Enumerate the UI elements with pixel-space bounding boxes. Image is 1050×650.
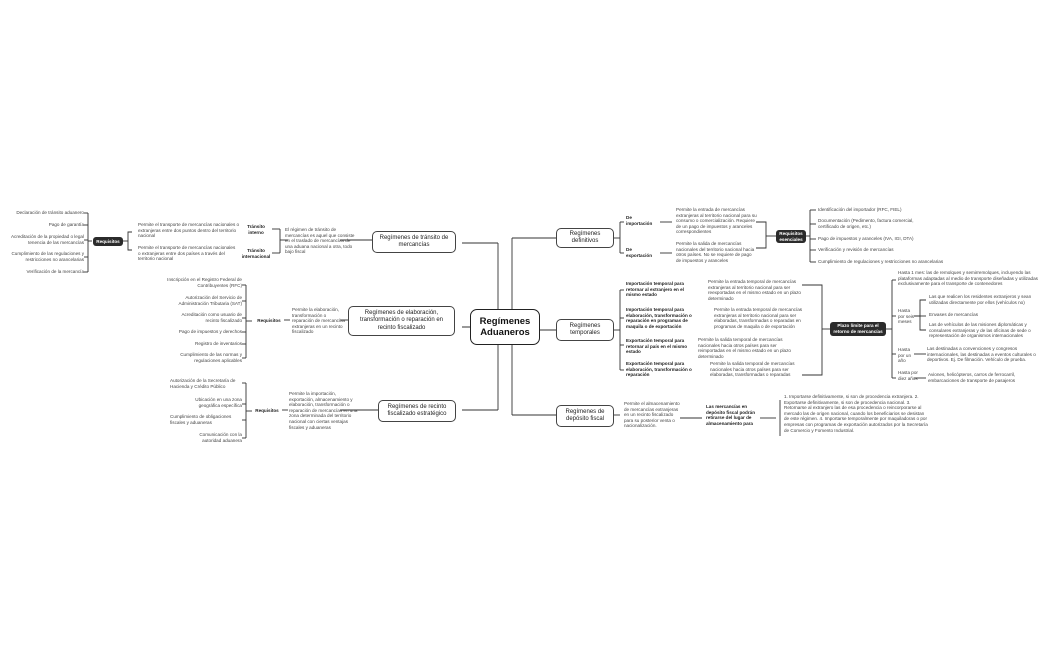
temporales-item-label: Exportación temporal para elaboración, transformación o reparación	[626, 361, 692, 378]
temporales-item-desc: Permite la salida temporal de mercancías nacionales hacia otros países para ser elaboradas, transformadas o reparadas	[710, 361, 795, 378]
temporales-item-label: Importación temporal para elaboración, transformación o reparación en programas de maquila o de exportación	[626, 307, 692, 329]
definitivos-requisito-item: Verificación y revisión de mercancías	[818, 247, 894, 252]
definitivos-requisito-item: Cumplimiento de regulaciones y restricciones no arancelarias	[818, 259, 944, 264]
definitivos-exportacion-label: De exportación	[626, 247, 653, 258]
plazo-hasta-6-meses-label: Hasta por seis meses	[898, 308, 915, 325]
node-regimenes-elaboracion[interactable]: Regímenes de elaboración, transformación o reparación en recinto fiscalizado	[348, 306, 455, 336]
plazo-6-meses-item: Las de vehículos de las misiones diplomáticas y consulares extranjeras y de las oficinas de sede o representación de organismos internacionales	[929, 322, 1031, 339]
transito-requisito-item: Declaración de tránsito aduanero	[16, 210, 84, 215]
transito-requisito-item: Pago de garantía	[48, 222, 84, 227]
definitivos-requisitos-badge[interactable]: Requisitos esenciales	[776, 230, 806, 243]
estrategico-requisito-item: Comunicación con la autoridad aduanera	[199, 432, 242, 443]
transito-requisito-item: Acreditación de la propiedad o legal tenencia de las mercancías	[10, 234, 84, 245]
elaboracion-requisito-item: Cumplimiento de las normas y regulaciones aplicables	[180, 352, 242, 363]
node-regimenes-temporales[interactable]: Regímenes temporales	[556, 319, 614, 341]
elaboracion-description: Permite la elaboración, transformación o reparación de mercancías extranjeras en un recinto fiscalizado	[292, 307, 346, 335]
temporales-item-label: Importación temporal para retornar al extranjero en el mismo estado	[626, 281, 684, 298]
transito-description: El régimen de tránsito de mercancías es aquel que consiste en el traslado de mercancías de una aduana nacional a otra, todo bajo fiscal	[285, 227, 355, 255]
elaboracion-requisito-item: Pago de impuestos y derechos	[178, 329, 242, 334]
plazo-hasta-10-anos-label: Hasta por diez años	[898, 370, 918, 381]
elaboracion-requisito-item: Acreditación como usuario de recinto fiscalizado	[181, 312, 242, 323]
deposito-retiro-label: Las mercancías en depósito fiscal podrán retirarse del lugar de almacenamiento para	[706, 404, 756, 426]
plazo-hasta-1-ano-label: Hasta por un año	[898, 347, 912, 364]
definitivos-importacion-desc: Permite la entrada de mercancías extranjeras al territorio nacional para su consumo o comercialización. Requiere de un pago de impuestos y aranceles correspondientes	[676, 207, 757, 235]
estrategico-description: Permite la importación, exportación, almacenamiento y elaboración, transformación o reparación de mercancías en una zona determinada del territorio nacional con ciertas ventajas fiscales y aduaneras	[289, 391, 358, 430]
definitivos-requisito-item: Identificación del importador (RFC, FIEL)	[818, 207, 902, 212]
deposito-description: Permite el almacenamiento de mercancías extranjeras en un recinto fiscalizado para su posterior venta o nacionalización.	[624, 401, 680, 429]
transito-interno-label: Tránsito interno	[247, 224, 265, 235]
transito-requisitos-badge[interactable]: Requisitos	[93, 237, 123, 246]
node-regimenes-definitivos[interactable]: Regímenes definitivos	[556, 228, 614, 248]
definitivos-exportacion-desc: Permite la salida de mercancías nacionales del territorio nacional hacia otros países. No se requiere de pago de impuestos y aranceles	[676, 241, 755, 263]
plazo-limite-badge[interactable]: Plazo límite para el retorno de mercancías	[830, 322, 886, 336]
elaboracion-requisito-item: Registro de inventarios	[195, 341, 242, 346]
elaboracion-requisitos-label: Requisitos	[257, 318, 281, 323]
plazo-6-meses-item: Las que realicen los residentes extranjeros y sean utilizadas directamente por ellos (vehículos no)	[929, 294, 1032, 305]
plazo-10-anos-desc: Aviones, helicópteros, carros de ferrocarril, embarcaciones de transporte de pasajeros	[928, 372, 1016, 383]
deposito-retiro-list: 1. Importarse definitivamente, si son de procedencia extranjera. 2. Exportarse definitivamente, si son de procedencia nacional. 3. Retornarse al extranjero las de esa procedencia o reincorporarse al mercado las de origen nacional, cuando los beneficiarios se desistan de este régimen. 4. Importarse temporalmente por maquiladoras o por empresas con programas de exportación autorizados por la Secretaría de Comercio y Fomento Industrial.	[784, 394, 928, 433]
transito-internacional-desc: Permite el transporte de mercancías nacionales o extranjeras entre dos países a través del territorio nacional	[138, 245, 236, 262]
elaboracion-requisito-item: Inscripción en el Registro Federal de Contribuyentes (RFC)	[167, 277, 242, 288]
node-regimenes-transito[interactable]: Regímenes de tránsito de mercancías	[372, 231, 456, 253]
transito-internacional-label: Tránsito internacional	[241, 248, 271, 259]
node-regimenes-deposito[interactable]: Regímenes de depósito fiscal	[556, 405, 614, 427]
node-regimenes-estrategico[interactable]: Regímenes de recinto fiscalizado estratégico	[378, 400, 456, 422]
plazo-1-ano-desc: Las destinadas a convenciones y congresos internacionales, las destinadas a eventos culturales o deportivos. Ej. De filmación. Vehículo de prueba.	[927, 346, 1036, 363]
temporales-item-desc: Permite la entrada temporal de mercancías extranjeras al territorio nacional para ser reexportadas en el mismo estado en un plazo determinado	[708, 279, 801, 301]
plazo-6-meses-item: Envases de mercancías	[929, 312, 979, 317]
definitivos-requisito-item: Documentación (Pedimento, factura comercial, certificado de origen, etc.)	[818, 218, 914, 229]
transito-requisito-item: Verificación de la mercancía	[26, 269, 84, 274]
temporales-item-label: Exportación temporal para retornar al país en el mismo estado	[626, 338, 688, 355]
definitivos-requisito-item: Pago de impuestos y aranceles (IVA, IGI, DTA)	[818, 236, 914, 241]
definitivos-importacion-label: De importación	[626, 215, 653, 226]
estrategico-requisitos-label: Requisitos	[255, 408, 279, 413]
estrategico-requisito-item: Ubicación en una zona geográfica específica	[195, 397, 242, 408]
estrategico-requisito-item: Cumplimiento de obligaciones fiscales y aduaneras	[170, 414, 232, 425]
transito-interno-desc: Permite el transporte de mercancías nacionales o extranjeras entre dos puntos dentro del territorio nacional	[138, 222, 240, 239]
transito-requisito-item: Cumplimiento de las regulaciones y restricciones no arancelarias	[11, 251, 84, 262]
temporales-item-desc: Permite la entrada temporal de mercancías extranjeras al territorio nacional para ser elaboradas, transformadas o reparadas en programas de maquila o de exportación	[714, 307, 803, 329]
plazo-hasta-1-mes: Hasta 1 mes: las de remolques y semirremolques, incluyendo las plataformas adaptadas al medio de transporte diseñadas y utilizadas exclusivamente para el transporte de contenedores	[898, 270, 1038, 287]
temporales-item-desc: Permite la salida temporal de mercancías nacionales hacia otros países para ser reimportadas en el mismo estado en un plazo determinado	[698, 337, 791, 359]
estrategico-requisito-item: Autorización de la Secretaría de Hacienda y Crédito Público	[170, 378, 236, 389]
central-topic[interactable]: Regímenes Aduaneros	[470, 309, 540, 345]
elaboracion-requisito-item: Autorización del Servicio de Administración Tributaria (SAT)	[178, 295, 242, 306]
